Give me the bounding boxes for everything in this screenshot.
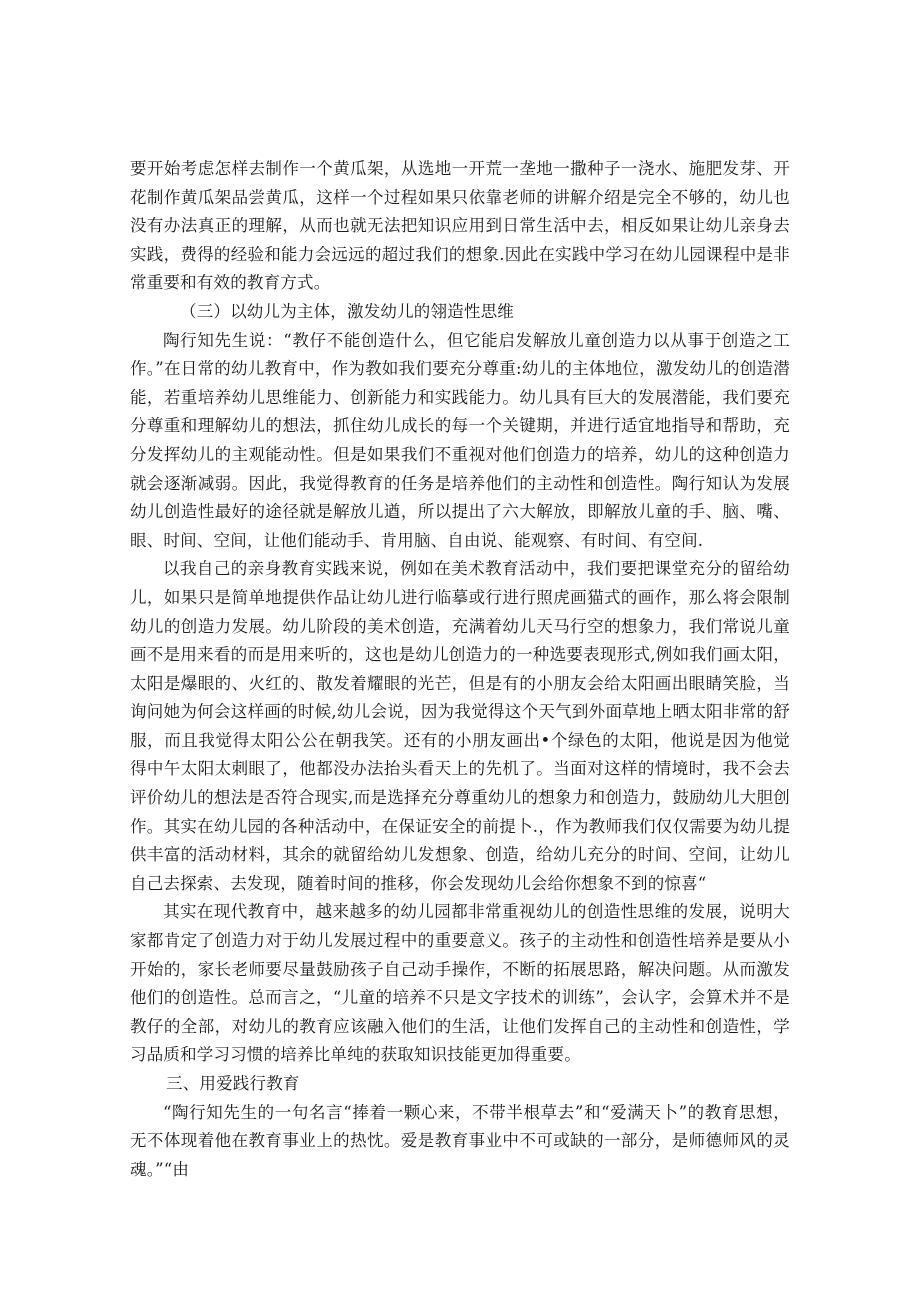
- paragraph-art-education-practice: 以我自己的亲身教育实践来说，例如在美术教育活动中，我们要把课堂充分的留给幼儿，如果只是简单地提供作品让幼儿进行临摹或行进行照虎画猫式的画作，那么将会限制幼儿的创造力发展。幼儿阶段的美术创造，充满着幼儿天马行空的想象力，我们常说儿童画不是用来看的而是用来听的，这也是幼儿创造力的一种选要表现形式,例如我们画太阳，太阳是爆眼的、火红的、散发着耀眼的光芒，但是有的小朋友会给太阳画出眼睛笑脸，当询问她为何会这样画的时候,幼儿会说，因为我觉得这个天气到外面草地上晒太阳非常的舒服，而且我觉得太阳公公在朝我笑。还有的小朋友画出•个绿色的太阳，他说是因为他觉得中午太阳太刺眼了，他都没办法抬头看天上的先机了。当面对这样的情境时，我不会去评价幼儿的想法是否符合现实,而是选择充分尊重幼儿的想象力和创造力，鼓励幼儿大胆创作。其实在幼儿园的各种活动中，在保证安全的前提卜.，作为教师我们仅仅需要为幼儿提供丰富的活动材料，其余的就留给幼儿发想象、创造，给幼儿充分的时间、空间，让幼儿自己去探索、去发现，随着时间的推移，你会发现幼儿会给你想象不到的惊喜“: [130, 559, 790, 893]
- paragraph-love-in-education: “陶行知先生的一句名言“捧着一颗心来，不带半根草去”和“爱满天卜”的教育思想，无不体现着他在教育事业上的热忱。爱是教育事业中不可或缺的一部分，是师德师风的灵魂。”“由: [130, 1102, 790, 1179]
- section-heading-child-centered-creativity: （三）以幼儿为主体，激发幼儿的翎造性思维: [180, 301, 514, 321]
- paragraph-modern-education-summary: 其实在现代教育中，越来越多的幼儿园都非常重视幼儿的创造性思维的发展，说明大家都肯定了创造力对于幼儿发展过程中的重要意义。孩子的主动性和创造性培养是要从小开始的，家长老师要尽量鼓励孩子自己动手操作，不断的拓展思路，解决问题。从而激发他们的创造性。总而言之，“儿童的培养不只是文字技术的训练”，会认字，会算术并不是教仔的全部，对幼儿的教育应该融入他们的生活，让他们发挥自己的主动性和创造性，学习品质和学习习惯的培养比单纯的获取知识技能更加得重要。: [130, 902, 790, 1065]
- document-body: [130, 155, 790, 1184]
- section-heading-practice-with-love: 三、用爱践行教育: [166, 1074, 300, 1093]
- paragraph-continued-cucumber-trellis: 要开始考虑怎样去制作一个黄瓜架，从选地一开荒一垄地一撒种子一浇水、施肥发芽、开花制作黄瓜架品尝黄瓜，这样一个过程如果只依靠老师的讲解介绍是完全不够的，幼儿也没有办法真正的理解，从而也就无法把知识应用到日常生活中去，相反如果让幼儿亲身去实践，费得的经验和能力会远远的超过我们的想象.因此在实践中学习在幼儿园课程中是非常重要和有效的教育方式。: [130, 159, 790, 293]
- paragraph-tao-xingzhi-creativity-quote: 陶行知先生说：“教仔不能创造什么，但它能启发解放儿童创造力以从事于创造之工作。”在日常的幼儿教育中，作为教如我们要充分尊重:幼儿的主体地位，激发幼儿的创造潜能，若重培养幼儿思维能力、创新能力和实践能力。幼儿具有巨大的发展潜能，我们要充分尊重和理解幼儿的想法，抓住幼儿成长的每一个关键期，并进行适宜地指导和帮助，充分发挥幼儿的主观能动性。但是如果我们不重视对他们创造力的培养，幼儿的这种创造力就会逐渐减弱。因此，我觉得教育的任务是培养他们的主动性和创造性。陶行知认为发展幼儿创造性最好的途径就是解放儿遒，所以提出了六大解放，即解放儿童的手、脑、嘴、眼、时间、空间，让他们能动手、肯用脑、自由说、能观察、有时间、有空间.: [130, 330, 790, 550]
